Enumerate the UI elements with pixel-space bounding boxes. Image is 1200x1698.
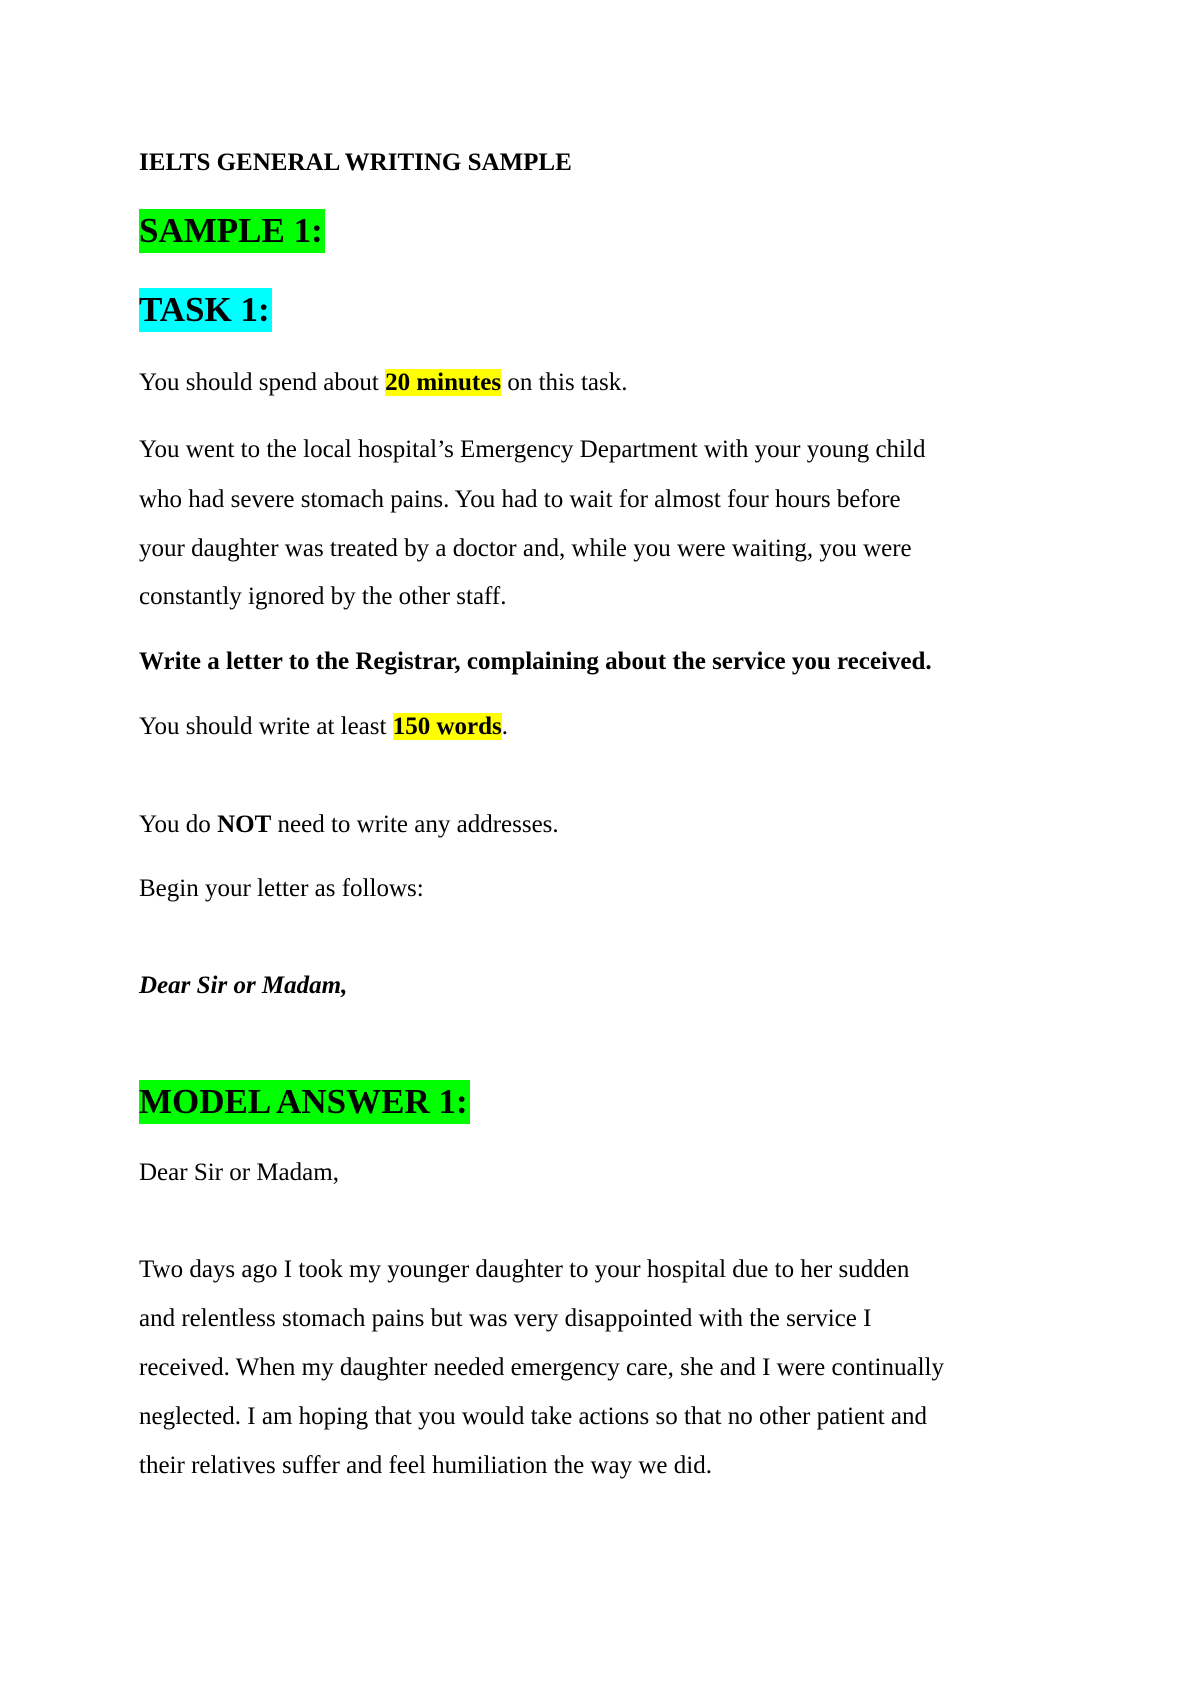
word-count-highlight: 150 words <box>392 713 502 740</box>
prompt-line: constantly ignored by the other staff. <box>139 583 507 610</box>
text: on this task. <box>501 369 628 396</box>
text: You do <box>139 811 218 838</box>
address-instruction <box>139 810 559 840</box>
text: You should spend about <box>139 369 386 396</box>
model-answer-line: received. When my daughter needed emergency care, she and I were continually <box>139 1354 944 1381</box>
document-title: IELTS GENERAL WRITING SAMPLE <box>139 149 572 176</box>
model-answer-line: their relatives suffer and feel humiliation the way we did. <box>139 1452 712 1479</box>
begin-instruction: Begin your letter as follows: <box>139 875 424 902</box>
not-emphasis: NOT <box>217 811 272 838</box>
salutation-prompt: Dear Sir or Madam, <box>139 972 348 999</box>
model-salutation: Dear Sir or Madam, <box>139 1159 339 1186</box>
prompt-line: who had severe stomach pains. You had to wait for almost four hours before <box>139 486 901 513</box>
letter-instruction: Write a letter to the Registrar, complaining about the service you received. <box>139 648 932 675</box>
text: . <box>501 713 508 740</box>
model-answer-line: neglected. I am hoping that you would take actions so that no other patient and <box>139 1403 927 1430</box>
prompt-line: You went to the local hospital’s Emergency Department with your young child <box>139 436 926 463</box>
model-answer-line: and relentless stomach pains but was very disappointed with the service I <box>139 1305 872 1332</box>
text: need to write any addresses. <box>271 811 559 838</box>
model-answer-heading: MODEL ANSWER 1: <box>139 1080 470 1124</box>
time-instruction <box>139 368 627 398</box>
time-highlight: 20 minutes <box>385 369 502 396</box>
model-answer-line: Two days ago I took my younger daughter to your hospital due to her sudden <box>139 1256 910 1283</box>
sample-heading: SAMPLE 1: <box>139 209 325 253</box>
text: You should write at least <box>139 713 393 740</box>
word-count-instruction <box>139 712 508 742</box>
task-heading: TASK 1: <box>139 288 272 332</box>
prompt-line: your daughter was treated by a doctor and, while you were waiting, you were <box>139 535 912 562</box>
